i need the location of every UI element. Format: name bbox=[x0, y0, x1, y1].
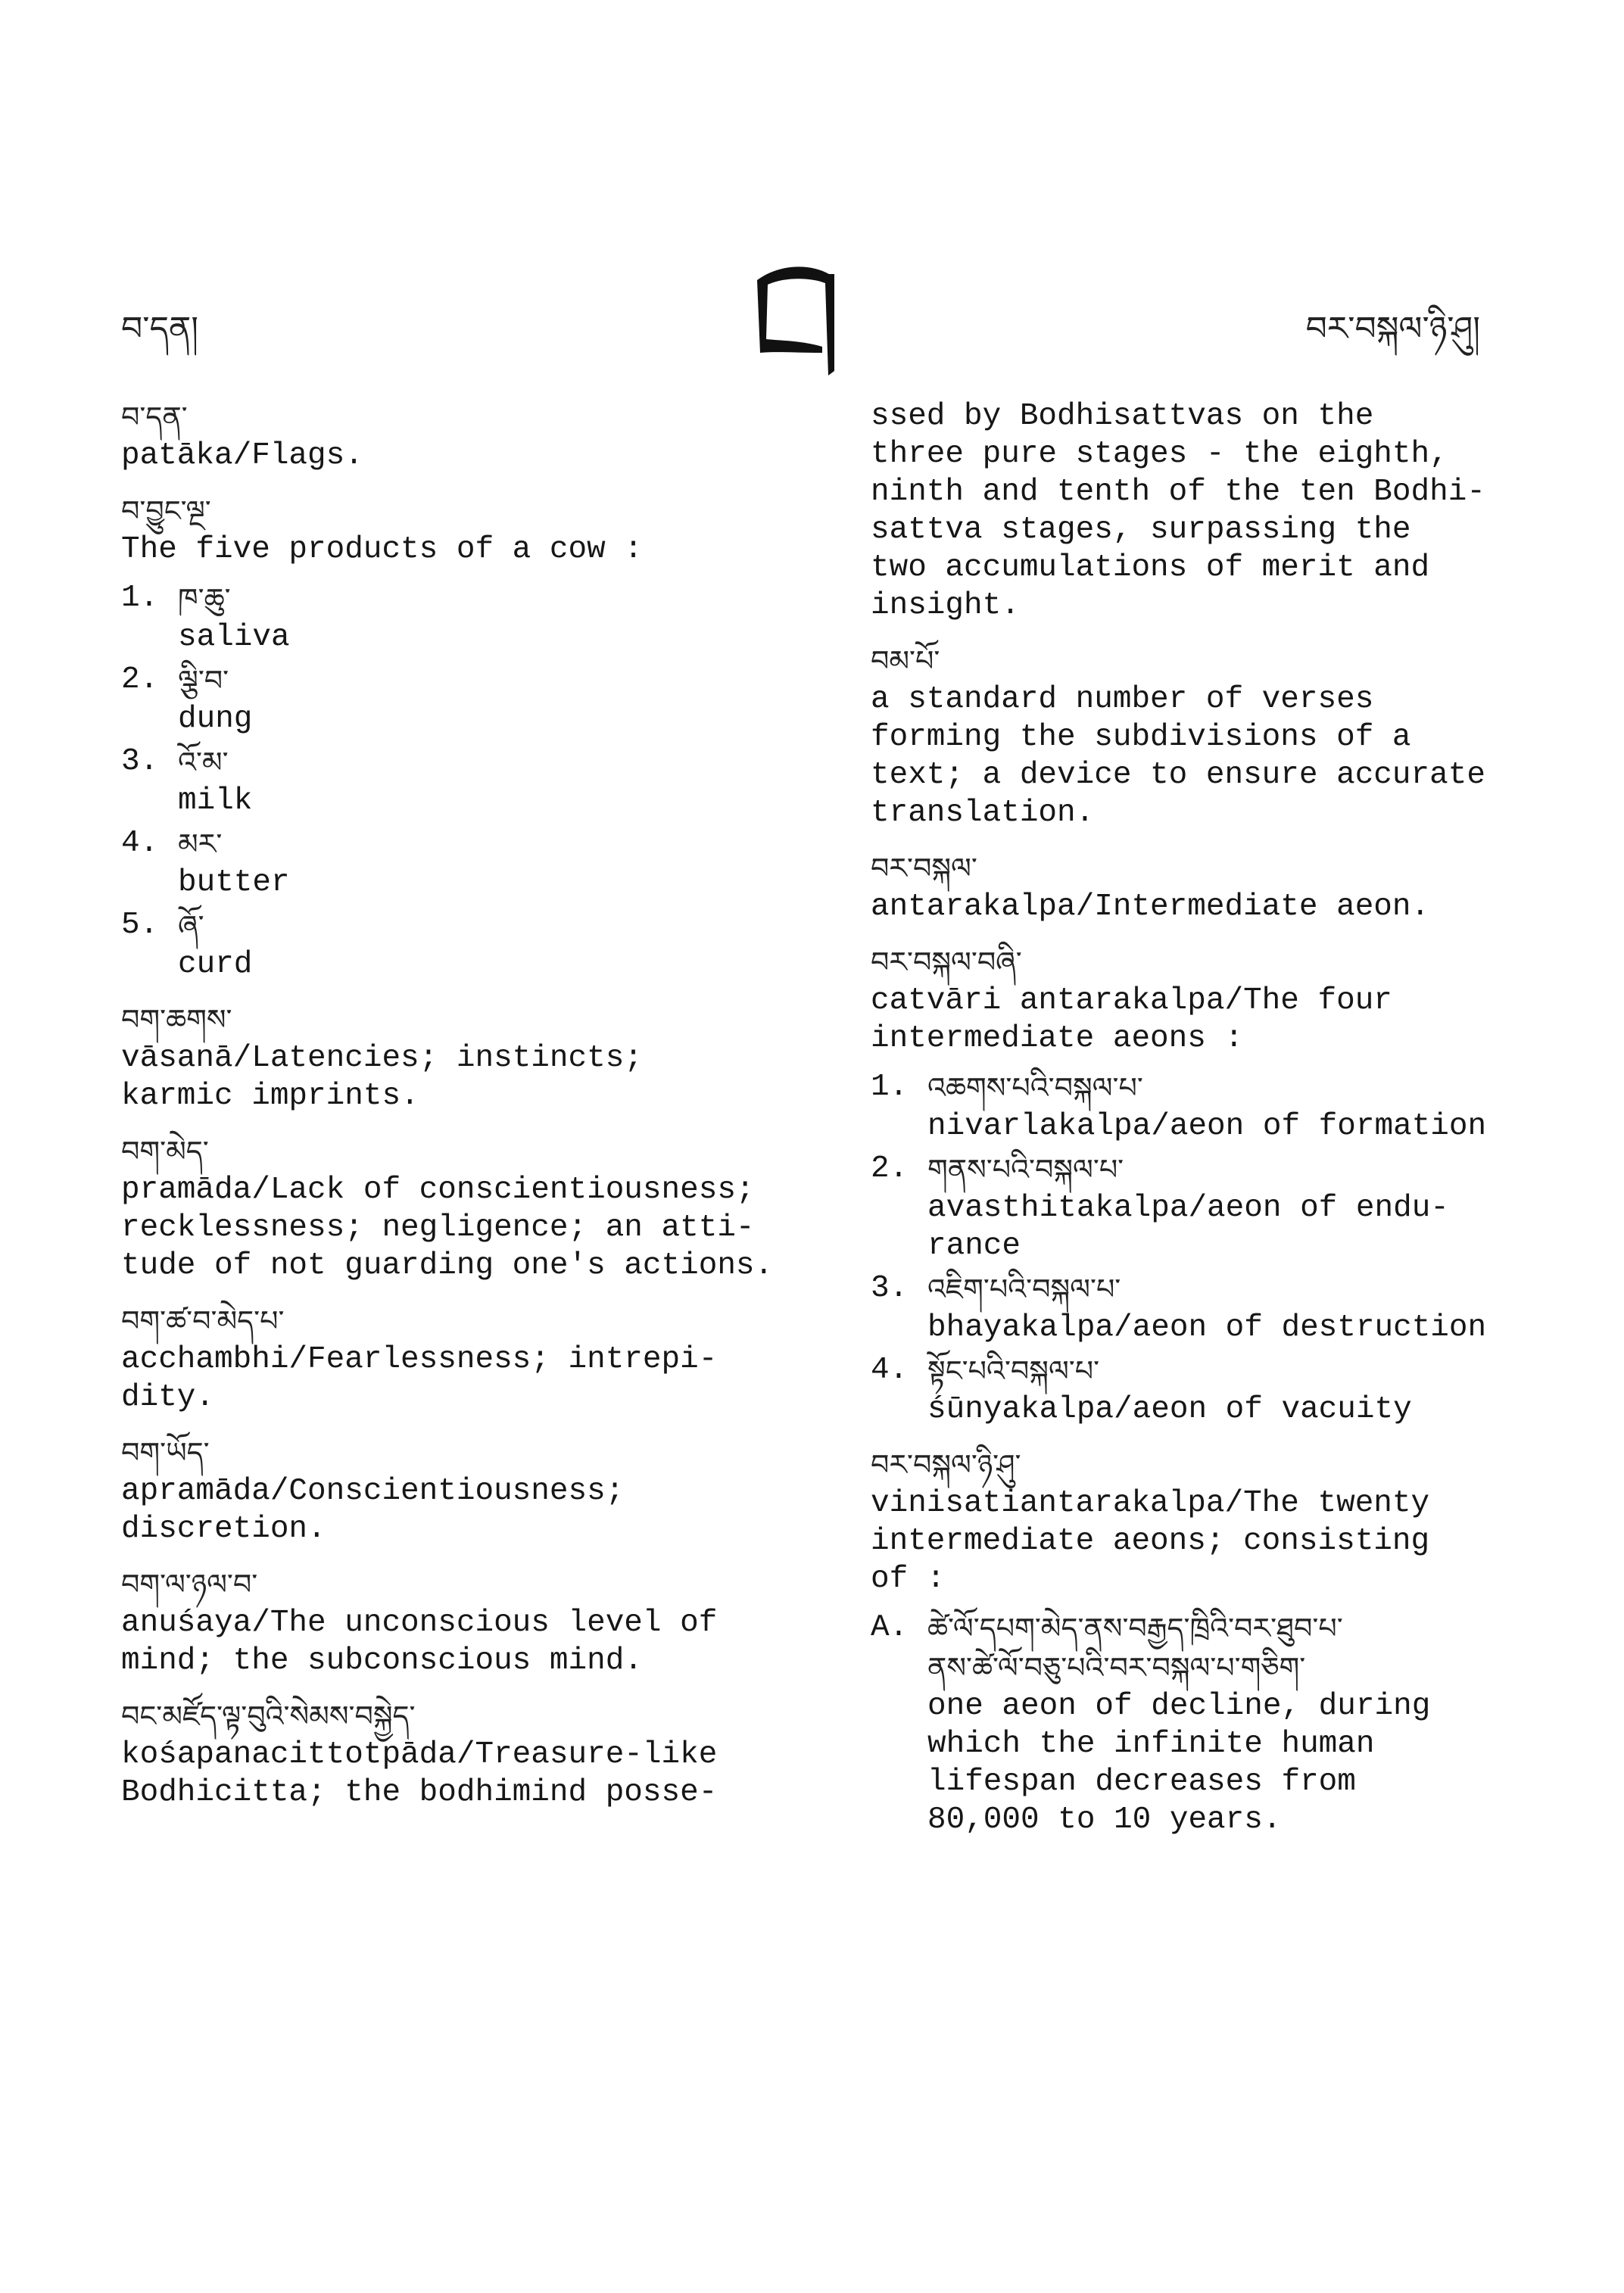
item-text: saliva bbox=[178, 620, 290, 655]
definition: antarakalpa/Intermediate aeon. bbox=[871, 889, 1430, 924]
item-tibetan-line-2: ནས་ཚེ་ལོ་བཅུ་པའི་བར་བསྐལ་པ་གཅིག་ bbox=[927, 1651, 1306, 1684]
list-item bbox=[871, 1270, 1537, 1347]
definition: a standard number of verses forming the subdivisions of a text; a device to ensure accurate translation. bbox=[871, 682, 1485, 830]
item-text: dung bbox=[178, 702, 253, 737]
running-header-left: བ་དན། bbox=[121, 310, 199, 348]
item-tibetan: འོ་མ་ bbox=[178, 746, 229, 779]
item-number: 2. bbox=[871, 1151, 909, 1186]
running-header-right: བར་བསྐལ་ཉི་ཤུ། bbox=[1305, 310, 1480, 348]
entry-acchambhi bbox=[121, 1301, 818, 1416]
left-column bbox=[121, 397, 818, 1812]
item-number: 1. bbox=[871, 1070, 909, 1104]
item-text: bhayakalpa/aeon of destruction bbox=[927, 1310, 1487, 1345]
definition: apramāda/Conscientiousness; discretion. bbox=[121, 1474, 625, 1547]
item-text: milk bbox=[178, 784, 253, 818]
entry-apramada bbox=[121, 1433, 818, 1548]
item-tibetan: ཞོ་ bbox=[178, 909, 204, 942]
definition: vinisatiantarakalpa/The twenty intermediate aeons; consisting of : bbox=[871, 1486, 1430, 1597]
item-tibetan: སྟོང་པའི་བསྐལ་པ་ bbox=[927, 1354, 1100, 1388]
section-letter-glyph bbox=[750, 257, 840, 379]
entry-bampo bbox=[871, 641, 1537, 832]
headword-tibetan: བ་དན་ bbox=[121, 400, 188, 434]
numbered-list bbox=[871, 1068, 1537, 1428]
item-tibetan: འཆགས་པའི་བསྐལ་པ་ bbox=[927, 1071, 1143, 1104]
definition: acchambhi/Fearlessness; intrepi- dity. bbox=[121, 1342, 718, 1415]
headword-tibetan: བག་ཚ་བ་མེད་པ་ bbox=[121, 1304, 285, 1338]
list-item bbox=[121, 743, 818, 820]
headword-tibetan: བམ་པོ་ bbox=[871, 644, 940, 678]
numbered-list bbox=[121, 579, 818, 983]
headword-tibetan: བག་མེད་ bbox=[121, 1135, 209, 1168]
item-tibetan: འཇིག་པའི་བསྐལ་པ་ bbox=[927, 1273, 1121, 1306]
list-item bbox=[871, 1609, 1537, 1839]
entry-antarakalpa bbox=[871, 849, 1537, 926]
item-tibetan: མར་ bbox=[178, 827, 223, 861]
item-tibetan: ལྕི་བ་ bbox=[178, 664, 229, 697]
item-text: nivarlakalpa/aeon of formation bbox=[927, 1109, 1487, 1144]
list-item bbox=[871, 1150, 1537, 1265]
entry-vasana bbox=[121, 1000, 818, 1115]
item-tibetan-line-1: ཚེ་ལོ་དཔག་མེད་ནས་བརྒྱད་ཁྲིའི་བར་ཐུབ་པ་ bbox=[927, 1612, 1343, 1645]
definition: patāka/Flags. bbox=[121, 438, 363, 473]
entry-four-intermediate-aeons bbox=[871, 942, 1537, 1428]
item-text: butter bbox=[178, 865, 290, 900]
list-item bbox=[121, 579, 818, 656]
headword-tibetan: བག་ཡོད་ bbox=[121, 1436, 210, 1469]
headword-tibetan: བར་བསྐལ་ཉི་ཤུ་ bbox=[871, 1448, 1021, 1481]
lettered-list bbox=[871, 1609, 1537, 1839]
headword-tibetan: བག་ལ་ཉལ་བ་ bbox=[121, 1568, 258, 1601]
item-number: 1. bbox=[121, 581, 159, 615]
list-item bbox=[121, 661, 818, 738]
list-item bbox=[871, 1068, 1537, 1145]
item-letter: A. bbox=[871, 1610, 909, 1645]
item-number: 3. bbox=[871, 1271, 909, 1306]
definition: The five products of a cow : bbox=[121, 532, 643, 567]
item-text: curd bbox=[178, 947, 253, 982]
list-item bbox=[871, 1351, 1537, 1428]
headword-tibetan: བག་ཆགས་ bbox=[121, 1003, 232, 1036]
item-number: 5. bbox=[121, 908, 159, 942]
entry-five-cow-products bbox=[121, 491, 818, 983]
item-text: śūnyakalpa/aeon of vacuity bbox=[927, 1392, 1412, 1427]
entry-pramada bbox=[121, 1132, 818, 1285]
item-number: 3. bbox=[121, 744, 159, 779]
right-column bbox=[871, 397, 1537, 1839]
headword-tibetan: བར་བསྐལ་ bbox=[871, 852, 977, 885]
item-text: one aeon of decline, during which the infinite human lifespan decreases from 80,000 to 10 years. bbox=[927, 1689, 1431, 1837]
headword-tibetan: བང་མཛོད་ལྟ་བུའི་སེམས་བསྐྱེད་ bbox=[121, 1699, 416, 1733]
entry-kosapanacittotpada bbox=[121, 1696, 818, 1812]
entry-twenty-intermediate-aeons bbox=[871, 1445, 1537, 1839]
list-item bbox=[121, 824, 818, 902]
headword-tibetan: བ་བྱུང་ལྔ་ bbox=[121, 494, 211, 528]
entry-anusaya bbox=[121, 1565, 818, 1680]
item-tibetan: ཁ་ཆུ་ bbox=[178, 582, 231, 615]
definition: pramāda/Lack of conscientiousness; recklessness; negligence; an atti- tude of not guarding one's actions. bbox=[121, 1173, 774, 1283]
item-number: 4. bbox=[121, 826, 159, 861]
list-item bbox=[121, 906, 818, 983]
item-text: avasthitakalpa/aeon of endu- rance bbox=[927, 1191, 1449, 1263]
definition: vāsanā/Latencies; instincts; karmic imprints. bbox=[121, 1041, 643, 1114]
definition-continued: ssed by Bodhisattvas on the three pure stages - the eighth, ninth and tenth of the ten Bodhi- sattva stages, surpassing the two accumulations of merit and insight. bbox=[871, 399, 1485, 623]
item-tibetan: གནས་པའི་བསྐལ་པ་ bbox=[927, 1153, 1124, 1186]
entry-pataka bbox=[121, 397, 818, 475]
definition: kośapanacittotpāda/Treasure-like Bodhicitta; the bodhimind posse- bbox=[121, 1737, 718, 1810]
definition: anuśaya/The unconscious level of mind; the subconscious mind. bbox=[121, 1606, 718, 1678]
definition: catvāri antarakalpa/The four intermediate aeons : bbox=[871, 983, 1392, 1056]
item-number: 2. bbox=[121, 662, 159, 697]
headword-tibetan: བར་བསྐལ་བཞི་ bbox=[871, 946, 1022, 979]
item-number: 4. bbox=[871, 1353, 909, 1388]
